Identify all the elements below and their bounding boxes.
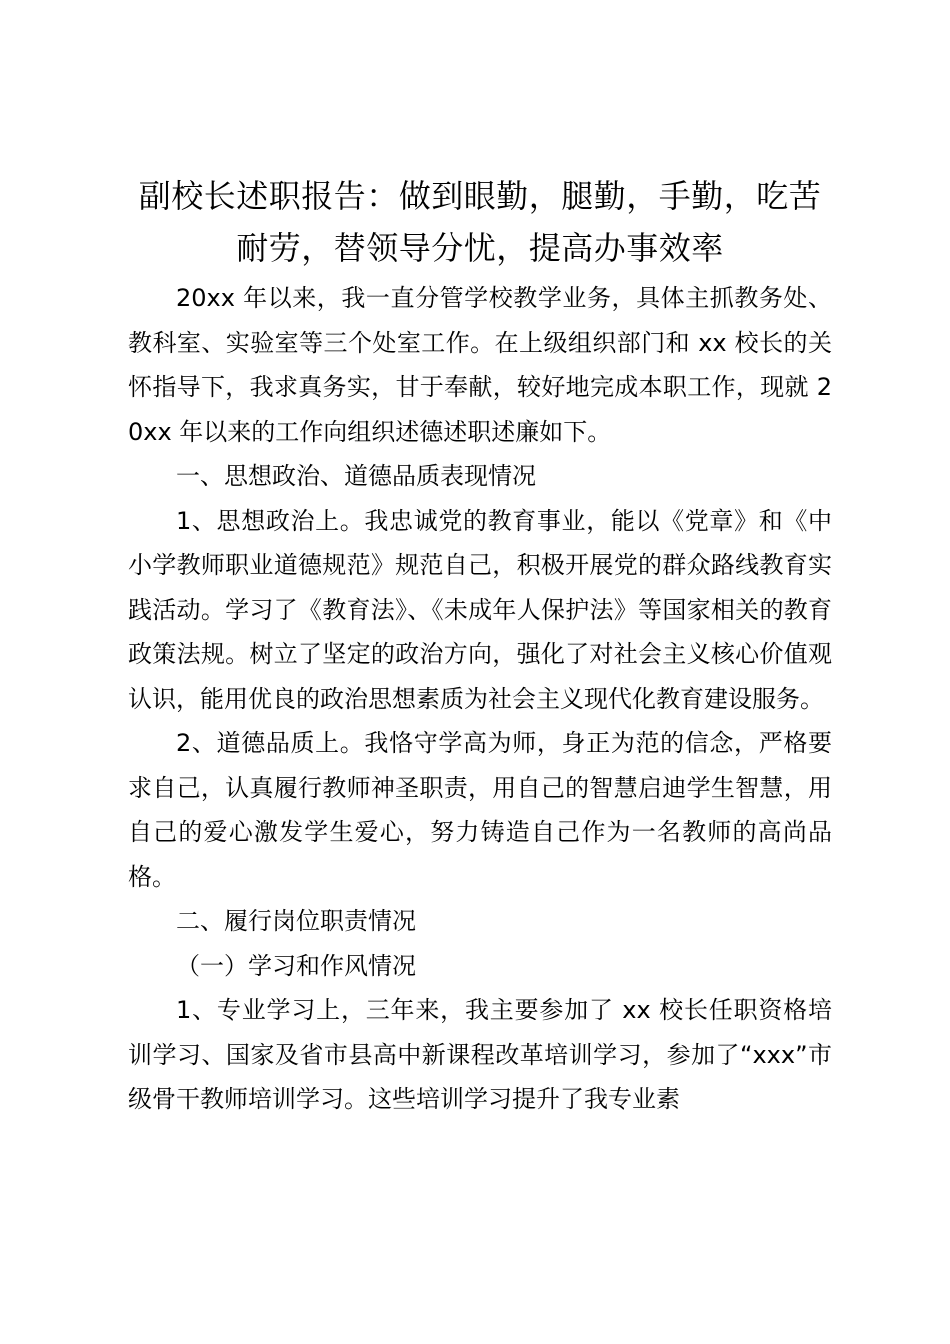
section-heading-2: 二、履行岗位职责情况 (176, 907, 416, 935)
section-heading-1: 一、思想政治、道德品质表现情况 (176, 462, 536, 490)
document-body (128, 276, 832, 1122)
intro-paragraph: 20xx 年以来，我一直分管学校教学业务，具体主抓教务处、教科室、实验室等三个处室工作。在上级组织部门和 xx 校长的关怀指导下，我求真务实，甘于奉献，较好地完成本职工作，现就 20xx 年以来的工作向组织述德述职述廉如下。 (128, 284, 832, 446)
paragraph-study: 1、专业学习上，三年来，我主要参加了 xx 校长任职资格培训学习、国家及省市县高中新课程改革培训学习，参加了“xxx”市级骨干教师培训学习。这些培训学习提升了我专业素 (128, 996, 832, 1113)
paragraph-political: 1、思想政治上。我忠诚党的教育事业，能以《党章》和《中小学教师职业道德规范》规范自己，积极开展党的群众路线教育实践活动。学习了《教育法》、《未成年人保护法》等国家相关的教育政策法规。树立了坚定的政治方向，强化了对社会主义核心价值观认识，能用优良的政治思想素质为社会主义现代化教育建设服务。 (128, 506, 832, 713)
paragraph-moral: 2、道德品质上。我恪守学高为师，身正为范的信念，严格要求自己，认真履行教师神圣职责，用自己的智慧启迪学生智慧，用自己的爱心激发学生爱心，努力铸造自己作为一名教师的高尚品格。 (128, 729, 832, 891)
subsection-heading-1: （一）学习和作风情况 (176, 951, 416, 980)
document-title: 副校长述职报告：做到眼勤，腿勤，手勤，吃苦耐劳，替领导分忧，提高办事效率 (138, 177, 822, 267)
